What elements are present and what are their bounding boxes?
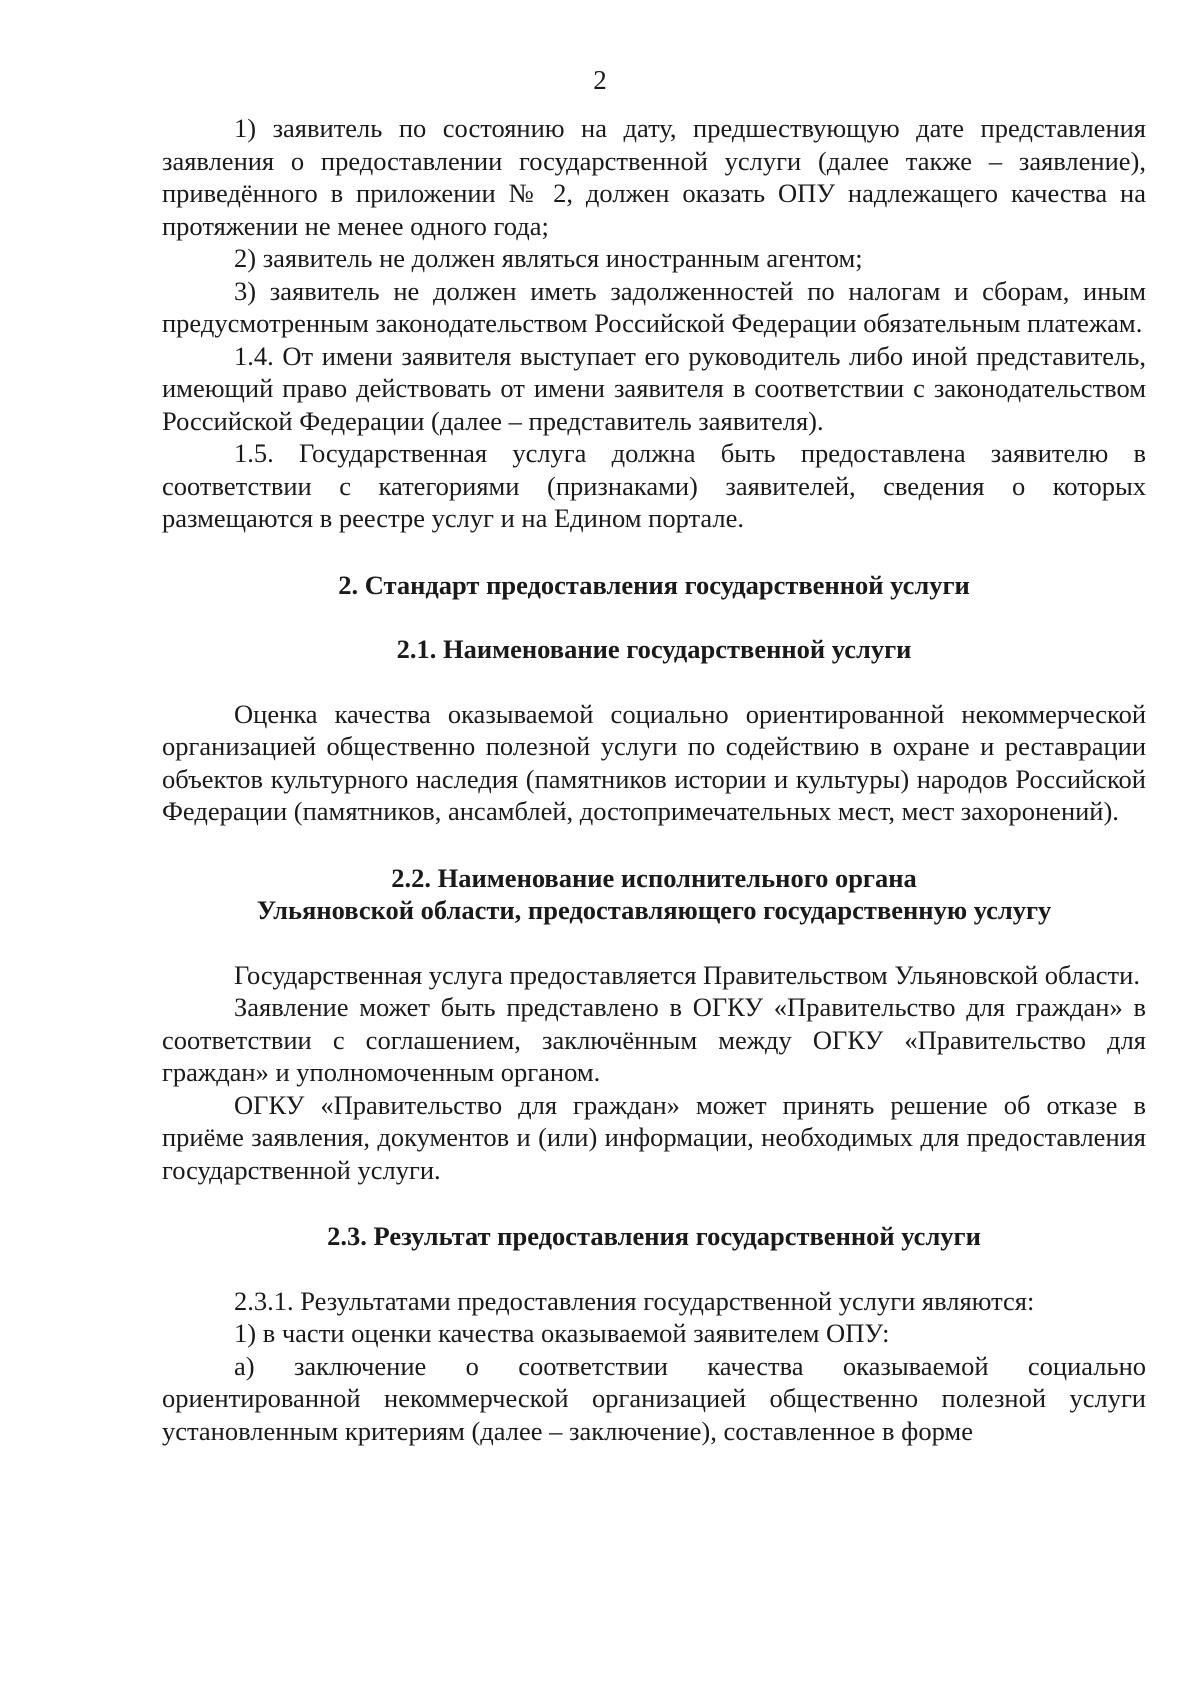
section-heading-2-2	[162, 862, 1146, 927]
paragraph-conclusion: а) заключение о соответствии качества оказываемой социально ориентированной некоммерческой организацией общественно полезной услуги установленным критериям (далее – заключение), составленное в форме	[162, 1350, 1146, 1446]
section-heading-2-2-line1: 2.2. Наименование исполнительного органа	[391, 862, 917, 893]
paragraph-provider: Государственная услуга предоставляется Правительством Ульяновской области.	[234, 959, 1140, 990]
paragraph-application-submission: Заявление может быть представлено в ОГКУ «Правительство для граждан» в соответствии с соглашением, заключённым между ОГКУ «Правительство для граждан» и уполномоченным органом.	[162, 992, 1146, 1087]
paragraph-1-4: 1.4. От имени заявителя выступает его руководитель либо иной представитель, имеющий право действовать от имени заявителя в соответствии с законодательством Российской Федерации (далее – представитель заявителя).	[162, 340, 1146, 436]
paragraph-2-3-1: 2.3.1. Результатами предоставления государственной услуги являются:	[234, 1285, 1035, 1316]
document-body	[162, 112, 1146, 1447]
section-heading-2: 2. Стандарт предоставления государственной услуги	[338, 569, 970, 600]
page-number: 2	[593, 65, 607, 95]
section-heading-2-1: 2.1. Наименование государственной услуги	[396, 634, 912, 664]
paragraph-1-5: 1.5. Государственная услуга должна быть предоставлена заявителю в соответствии с категориями (признаками) заявителей, сведения о которых размещаются в реестре услуг и на Едином портале.	[162, 438, 1146, 533]
paragraph-applicant-condition-2: 2) заявитель не должен являться иностранным агентом;	[234, 243, 863, 273]
section-heading-2-3: 2.3. Результат предоставления государственной услуги	[327, 1221, 981, 1251]
paragraph-service-name: Оценка качества оказываемой социально ориентированной некоммерческой организацией общественно полезной услуги по содействию в охране и реставрации объектов культурного наследия (памятников истории и культуры) народов Российской Федерации (памятников, ансамблей, достопримечательных мест, мест захоронений).	[162, 698, 1146, 826]
paragraph-quality-assessment: 1) в части оценки качества оказываемой заявителем ОПУ:	[234, 1318, 890, 1348]
paragraph-applicant-condition-1: 1) заявитель по состоянию на дату, предшествующую дате представления заявления о предоставлении государственной услуги (далее также – заявление), приведённого в приложении № 2, должен оказать ОПУ надлежащего качества на протяжении не менее одного года;	[162, 113, 1146, 241]
paragraph-applicant-condition-3: 3) заявитель не должен иметь задолженностей по налогам и сборам, иным предусмотренным законодательством Российской Федерации обязательным платежам.	[162, 275, 1146, 338]
section-heading-2-2-line2: Ульяновской области, предоставляющего государственную услугу	[256, 895, 1052, 925]
paragraph-refusal: ОГКУ «Правительство для граждан» может принять решение об отказе в приёме заявления, документов и (или) информации, необходимых для предоставления государственной услуги.	[162, 1089, 1146, 1185]
